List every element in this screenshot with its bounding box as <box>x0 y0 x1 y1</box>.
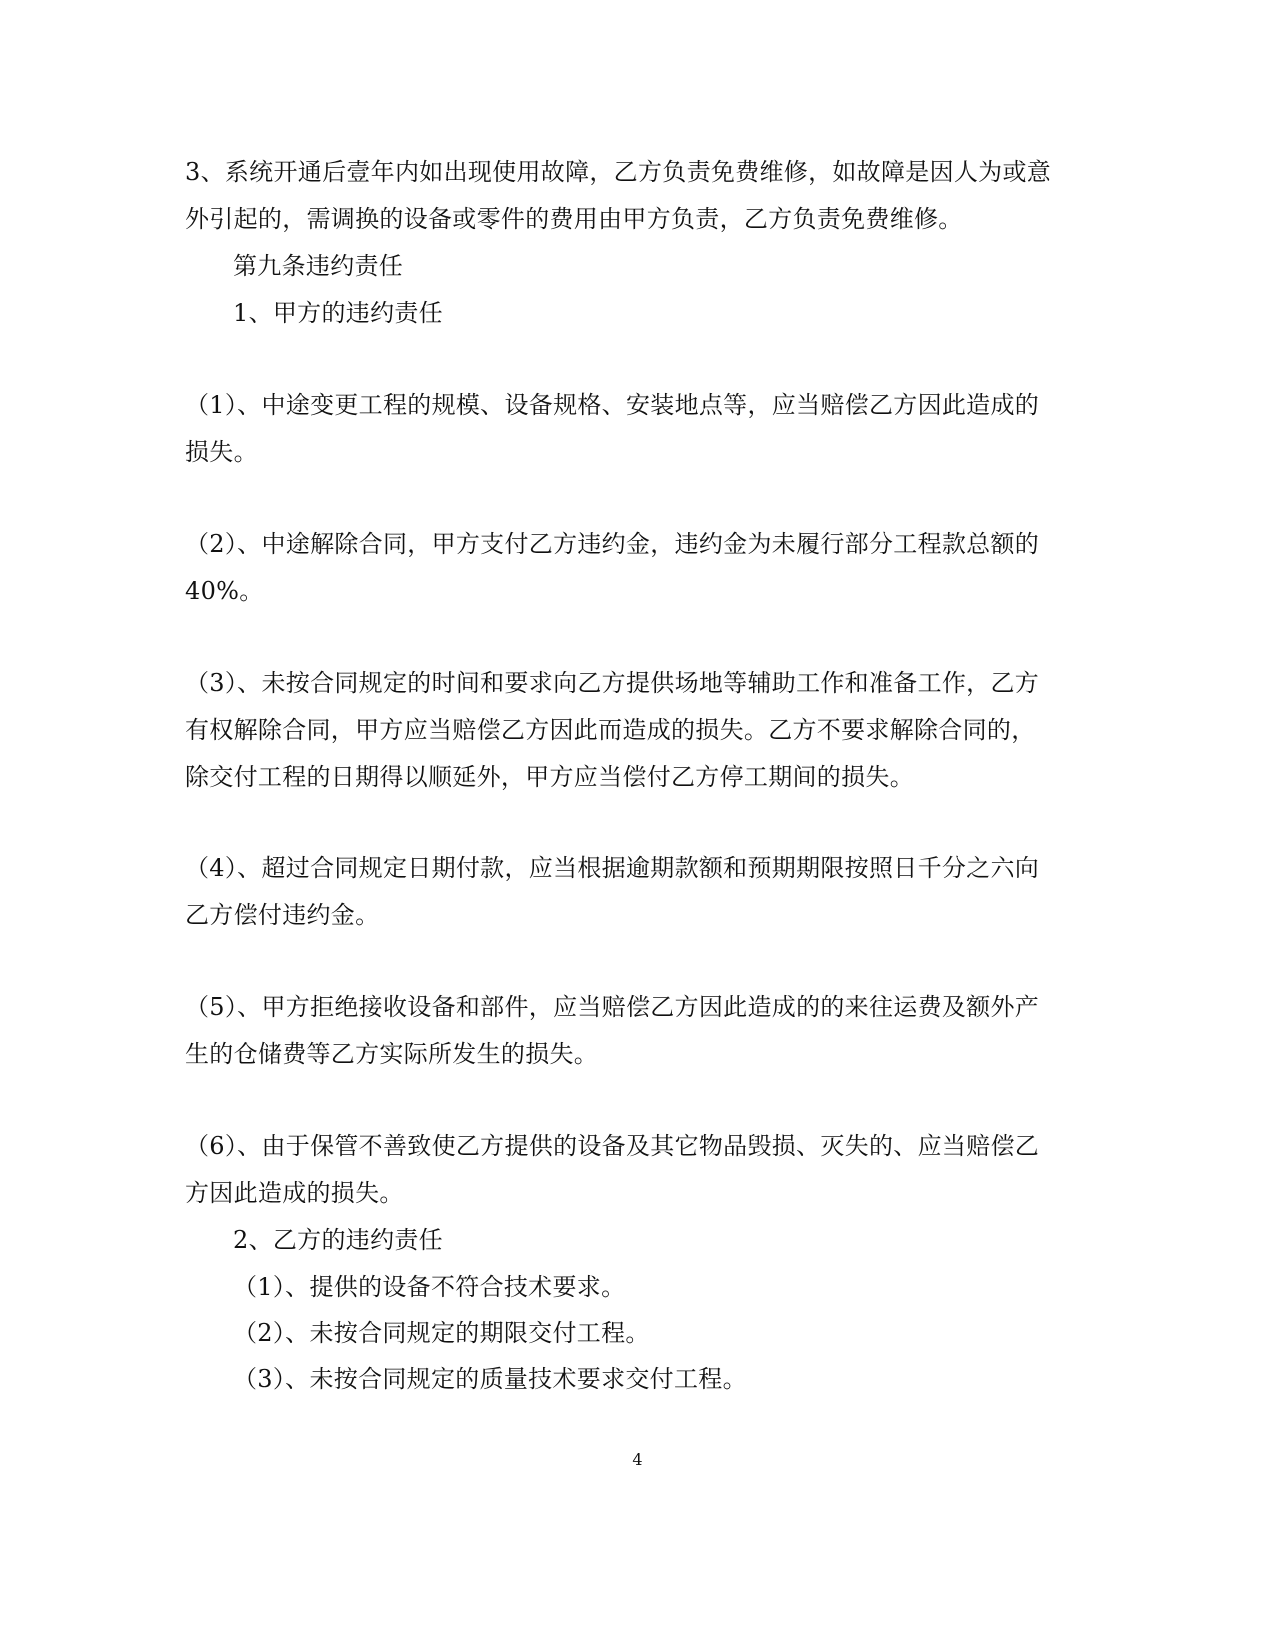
party-a-item-1-line-1: （1）、中途变更工程的规模、设备规格、安装地点等，应当赔偿乙方因此造成的 <box>185 391 1040 419</box>
party-a-item-5-line-2: 生的仓储费等乙方实际所发生的损失。 <box>185 1040 599 1068</box>
party-a-item-3-line-2: 有权解除合同，甲方应当赔偿乙方因此而造成的损失。乙方不要求解除合同的， <box>185 716 1036 744</box>
clause-8-item-3-line-1: 3、系统开通后壹年内如出现使用故障，乙方负责免费维修，如故障是因人为或意 <box>185 158 1052 186</box>
party-a-item-4-line-1: （4）、超过合同规定日期付款，应当根据逾期款额和预期期限按照日千分之六向 <box>185 854 1040 882</box>
party-a-liability-heading: 1、甲方的违约责任 <box>233 299 443 327</box>
party-b-item-1: （1）、提供的设备不符合技术要求。 <box>233 1273 626 1301</box>
party-a-item-3-line-1: （3）、未按合同规定的时间和要求向乙方提供场地等辅助工作和准备工作，乙方 <box>185 669 1040 697</box>
party-a-item-2-line-1: （2）、中途解除合同，甲方支付乙方违约金，违约金为未履行部分工程款总额的 <box>185 530 1040 558</box>
party-a-item-4-line-2: 乙方偿付违约金。 <box>185 901 380 929</box>
clause-8-item-3-line-2: 外引起的，需调换的设备或零件的费用由甲方负责，乙方负责免费维修。 <box>185 205 963 233</box>
party-a-item-6-line-2: 方因此造成的损失。 <box>185 1179 404 1207</box>
party-a-item-1-line-2: 损失。 <box>185 438 258 466</box>
party-a-item-3-line-3: 除交付工程的日期得以顺延外，甲方应当偿付乙方停工期间的损失。 <box>185 763 914 791</box>
party-a-item-6-line-1: （6）、由于保管不善致使乙方提供的设备及其它物品毁损、灭失的、应当赔偿乙 <box>185 1132 1040 1160</box>
party-b-liability-heading: 2、乙方的违约责任 <box>233 1226 443 1254</box>
party-a-item-5-line-1: （5）、甲方拒绝接收设备和部件，应当赔偿乙方因此造成的的来往运费及额外产 <box>185 993 1040 1021</box>
party-b-item-3: （3）、未按合同规定的质量技术要求交付工程。 <box>233 1365 747 1393</box>
clause-9-heading: 第九条违约责任 <box>233 252 404 280</box>
page-number: 4 <box>632 1450 643 1469</box>
party-a-item-2-line-2: 40%。 <box>185 577 264 605</box>
party-b-item-2: （2）、未按合同规定的期限交付工程。 <box>233 1319 650 1347</box>
